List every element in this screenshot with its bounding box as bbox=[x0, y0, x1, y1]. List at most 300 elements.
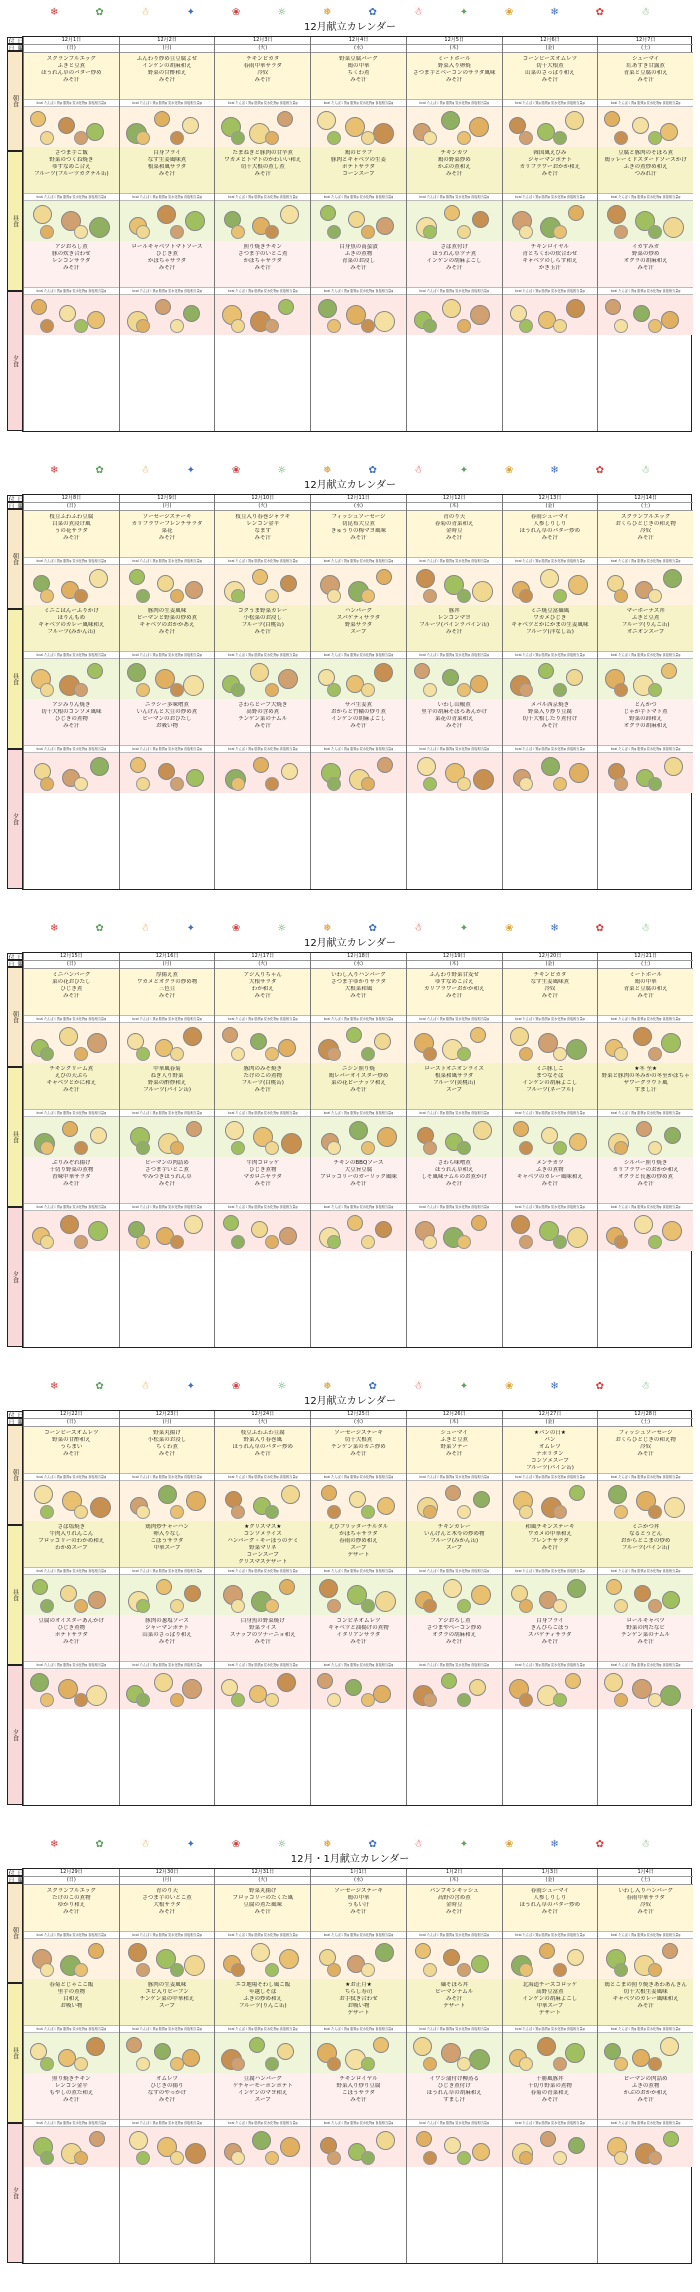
food-bowl bbox=[361, 683, 375, 697]
menu-item: みそ汁 bbox=[350, 535, 367, 541]
menu-item: インゲンの胡麻よごし bbox=[522, 1080, 578, 1086]
nutrition-info: kcal たんぱく質g 脂質g 炭水化物g 食塩相当量g bbox=[24, 745, 119, 753]
nutrition-info: kcal たんぱく質g 脂質g 炭水化物g 食塩相当量g bbox=[598, 1567, 693, 1575]
breakfast-menu bbox=[503, 511, 598, 557]
food-bowl bbox=[553, 1141, 567, 1155]
menu-item: さつま芋ご飯 bbox=[54, 150, 88, 156]
meal-photo bbox=[407, 753, 502, 793]
breakfast-menu bbox=[311, 1885, 406, 1931]
menu-item: ★クリスマス★ bbox=[244, 1524, 282, 1530]
food-bowl bbox=[327, 1505, 341, 1519]
menu-item: 山菜のさっぱり和え bbox=[142, 1632, 192, 1638]
food-plate bbox=[182, 2049, 200, 2067]
menu-item: オクラと長葱の炒め煮 bbox=[618, 1174, 674, 1180]
day-weekday: (日) bbox=[24, 45, 119, 53]
menu-item: スープ bbox=[254, 2097, 271, 2103]
food-plate bbox=[472, 211, 489, 228]
food-plate bbox=[156, 1579, 172, 1595]
breakfast-menu bbox=[120, 969, 215, 1015]
food-bowl bbox=[327, 1235, 341, 1249]
menu-item: 野菜丸揚げ bbox=[249, 1888, 277, 1894]
menu-item: 千切り野菜の煮物 bbox=[527, 2083, 572, 2089]
meal-photo bbox=[24, 565, 119, 605]
menu-item: 冷奴 bbox=[640, 1902, 652, 1908]
food-plate bbox=[537, 123, 555, 141]
menu-item: みそ汁 bbox=[63, 535, 80, 541]
food-bowl bbox=[170, 2057, 184, 2071]
menu-item: スープ bbox=[159, 2003, 176, 2009]
row-label-header: 日付 bbox=[7, 495, 23, 502]
menu-item: ナポリタン bbox=[536, 1451, 564, 1457]
menu-grid bbox=[7, 36, 692, 432]
nutrition-info: kcal たんぱく質g 脂質g 炭水化物g 食塩相当量g bbox=[215, 1109, 310, 1117]
menu-item: いんげんと大豆の炒め煮 bbox=[136, 709, 198, 715]
nutrition-info: kcal たんぱく質g 脂質g 炭水化物g 食塩相当量g bbox=[407, 557, 502, 565]
food-bowl bbox=[40, 589, 54, 603]
menu-item: みそ汁 bbox=[350, 1087, 367, 1093]
menu-item: ピーマンの肉詰め bbox=[623, 2076, 668, 2082]
menu-item: オクラの胡麻和え bbox=[623, 258, 668, 264]
food-bowl bbox=[648, 131, 662, 145]
menu-item: 切干大根生姜風味 bbox=[623, 1989, 668, 1995]
day-column bbox=[214, 37, 310, 431]
menu-item: 白身フライ bbox=[153, 150, 181, 156]
row-label-header: 日付 bbox=[7, 953, 23, 960]
day-column bbox=[214, 495, 310, 889]
food-bowl bbox=[231, 1047, 245, 1061]
menu-item: インゲンの胡麻よごし bbox=[426, 258, 482, 264]
food-plate bbox=[89, 569, 108, 588]
lunch-menu bbox=[503, 605, 598, 651]
food-plate bbox=[441, 111, 460, 130]
meal-photo bbox=[503, 1575, 598, 1615]
menu-item: 豚丼 bbox=[448, 608, 460, 614]
food-plate bbox=[185, 2143, 206, 2164]
day-column bbox=[214, 1869, 310, 2263]
menu-item: 鶏レバーオイスター炒め bbox=[328, 1073, 389, 1079]
breakfast-menu bbox=[24, 53, 119, 99]
food-plate bbox=[377, 1497, 395, 1515]
food-bowl bbox=[457, 2057, 471, 2071]
dinner-menu bbox=[215, 241, 310, 287]
menu-item: 豆腐ハンバーグ bbox=[243, 2076, 282, 2082]
day-column bbox=[119, 37, 215, 431]
menu-item: カリフラワーおかか和え bbox=[519, 164, 581, 170]
food-plate bbox=[225, 1121, 244, 1140]
menu-item: フルーツ(ネーブル) bbox=[526, 1087, 574, 1093]
menu-item: 大根サラダ bbox=[249, 979, 277, 985]
day-weekday: (火) bbox=[215, 503, 310, 511]
menu-item: ほうれん草のバター炒め bbox=[519, 528, 581, 534]
menu-item: インゲンの胡麻よごし bbox=[331, 716, 386, 722]
nutrition-info: kcal たんぱく質g 脂質g 炭水化物g 食塩相当量g bbox=[120, 1203, 215, 1211]
food-bowl bbox=[553, 225, 567, 239]
food-bowl bbox=[136, 683, 150, 697]
menu-item: みそ汁 bbox=[350, 1181, 367, 1187]
food-bowl bbox=[361, 1235, 375, 1249]
menu-item: チキンロイヤル bbox=[530, 244, 570, 250]
menu-item: イワシ蒲付け柳蒸る bbox=[429, 2076, 479, 2082]
nutrition-info: kcal たんぱく質g 脂質g 炭水化物g 食塩相当量g bbox=[24, 557, 119, 565]
day-column bbox=[119, 1411, 215, 1805]
lunch-menu bbox=[598, 1063, 693, 1109]
food-bowl bbox=[74, 225, 88, 239]
day-column bbox=[23, 495, 119, 889]
dinner-menu bbox=[598, 699, 693, 745]
decoration-icon: ❄ bbox=[50, 7, 59, 18]
meal-photo bbox=[598, 1481, 693, 1521]
food-bowl bbox=[361, 319, 375, 333]
meal-photo bbox=[24, 659, 119, 699]
nutrition-info: kcal たんぱく質g 脂質g 炭水化物g 食塩相当量g bbox=[215, 99, 310, 107]
menu-item: お手拭き合わせ bbox=[339, 1996, 378, 2002]
meal-photo bbox=[598, 2033, 693, 2073]
food-plate bbox=[277, 1673, 296, 1692]
breakfast-menu bbox=[598, 53, 693, 99]
food-bowl bbox=[170, 589, 184, 603]
day-date: 12月15日 bbox=[24, 953, 119, 961]
menu-item: 野菜の炒め bbox=[631, 251, 660, 257]
meal-photo bbox=[120, 1481, 215, 1521]
meal-photo bbox=[598, 565, 693, 605]
meal-photo bbox=[407, 1669, 502, 1709]
menu-item: たけのこの煮物 bbox=[52, 1895, 91, 1901]
meal-photo bbox=[503, 295, 598, 335]
meal-photo bbox=[598, 1023, 693, 1063]
menu-item: 青のり天 bbox=[156, 1888, 179, 1894]
nutrition-info: kcal たんぱく質g 脂質g 炭水化物g 食塩相当量g bbox=[503, 557, 598, 565]
day-column bbox=[502, 495, 598, 889]
meal-photo bbox=[24, 1939, 119, 1979]
food-plate bbox=[90, 1127, 107, 1144]
menu-item: スナップのツナーニョ和え bbox=[229, 1632, 296, 1638]
food-plate bbox=[321, 1485, 337, 1501]
food-plate bbox=[376, 217, 394, 235]
nutrition-info: kcal たんぱく質g 脂質g 炭水化物g 食塩相当量g bbox=[407, 651, 502, 659]
food-plate bbox=[470, 1027, 486, 1043]
menu-item: ふんわり野菜甘麦せ bbox=[429, 972, 479, 978]
food-bowl bbox=[231, 777, 245, 791]
nutrition-info: kcal たんぱく質g 脂質g 炭水化物g 食塩相当量g bbox=[311, 651, 406, 659]
menu-item: チキンカレー bbox=[437, 1524, 471, 1530]
menu-item: 白身魚の南蛮漬 bbox=[339, 244, 378, 250]
food-plate bbox=[442, 299, 461, 318]
food-plate bbox=[31, 299, 47, 315]
food-bowl bbox=[614, 777, 628, 791]
food-plate bbox=[664, 1127, 681, 1144]
food-bowl bbox=[457, 225, 471, 239]
nutrition-info: kcal たんぱく質g 脂質g 炭水化物g 食塩相当量g bbox=[598, 1109, 693, 1117]
nutrition-info: kcal たんぱく質g 脂質g 炭水化物g 食塩相当量g bbox=[503, 1661, 598, 1669]
food-bowl bbox=[265, 1235, 279, 1249]
food-bowl bbox=[265, 1599, 279, 1613]
day-date: 12月8日 bbox=[24, 495, 119, 503]
food-bowl bbox=[648, 2057, 662, 2071]
day-weekday: (火) bbox=[215, 961, 310, 969]
menu-item: みそ汁 bbox=[445, 1451, 463, 1457]
food-bowl bbox=[423, 2057, 437, 2071]
food-bowl bbox=[327, 1599, 341, 1613]
dinner-menu bbox=[311, 2073, 406, 2119]
day-weekday: (金) bbox=[503, 1877, 598, 1885]
row-label-dinner: 夕食 bbox=[7, 2123, 23, 2263]
menu-item: コンソメライス bbox=[243, 1531, 282, 1537]
dinner-menu bbox=[24, 241, 119, 287]
lunch-menu bbox=[120, 1979, 215, 2025]
nutrition-info: kcal たんぱく質g 脂質g 炭水化物g 食塩相当量g bbox=[215, 557, 310, 565]
food-plate bbox=[281, 1485, 300, 1504]
menu-item: メンチカツ bbox=[536, 1160, 564, 1166]
food-bowl bbox=[231, 589, 245, 603]
food-plate bbox=[538, 663, 554, 679]
menu-item: ふきの炒め和え bbox=[243, 1996, 283, 2002]
week-title: 12月献立カレンダー bbox=[303, 1396, 397, 1407]
food-bowl bbox=[170, 683, 184, 697]
meal-photo bbox=[311, 753, 406, 793]
food-plate bbox=[186, 769, 204, 787]
meal-photo bbox=[407, 1575, 502, 1615]
day-date: 1月4日 bbox=[598, 1869, 693, 1877]
meal-photo bbox=[24, 201, 119, 241]
menu-item: チキンカツ bbox=[440, 150, 468, 156]
food-plate bbox=[377, 1127, 397, 1147]
menu-item: 白身フライ bbox=[536, 1618, 564, 1624]
menu-item: アジ入りちゃん bbox=[243, 972, 282, 978]
menu-item: ほうれん草のバター炒め bbox=[519, 1902, 581, 1908]
menu-item: みそ汁 bbox=[254, 77, 272, 83]
food-plate bbox=[317, 111, 336, 130]
menu-item: レンコン金平 bbox=[246, 521, 280, 527]
menu-item: さば塩焼き bbox=[57, 1524, 86, 1530]
food-bowl bbox=[648, 1141, 662, 1155]
menu-item: 鶏とこまの照り焼きあわあんきん bbox=[604, 1982, 687, 1988]
food-bowl bbox=[265, 683, 279, 697]
menu-item: もやしの煮た和え bbox=[49, 2090, 94, 2096]
dinner-menu bbox=[407, 2073, 502, 2119]
menu-item: ローストオニオンライス bbox=[424, 1066, 484, 1072]
food-bowl bbox=[553, 1235, 567, 1249]
menu-item: みそ汁 bbox=[63, 265, 80, 271]
day-date: 12月16日 bbox=[120, 953, 215, 961]
nutrition-info: kcal たんぱく質g 脂質g 炭水化物g 食塩相当量g bbox=[503, 2119, 598, 2127]
menu-item: なすのやっかけ bbox=[147, 2090, 187, 2096]
food-plate bbox=[185, 581, 203, 599]
nutrition-info: kcal たんぱく質g 脂質g 炭水化物g 食塩相当量g bbox=[598, 2119, 693, 2127]
menu-item: ちらし寿司 bbox=[344, 1989, 373, 1995]
food-plate bbox=[280, 2137, 300, 2157]
day-column bbox=[214, 1411, 310, 1805]
lunch-menu bbox=[598, 147, 693, 193]
nutrition-info: kcal たんぱく質g 脂質g 炭水化物g 食塩相当量g bbox=[598, 557, 693, 565]
menu-item: みそ汁 bbox=[254, 723, 272, 729]
food-bowl bbox=[553, 1505, 567, 1519]
meal-photo bbox=[215, 1211, 310, 1251]
menu-item: エコ地場そわし風ご飯 bbox=[235, 1982, 291, 1988]
breakfast-menu bbox=[215, 1885, 310, 1931]
food-plate bbox=[633, 305, 650, 322]
food-bowl bbox=[265, 589, 279, 603]
nutrition-info: kcal たんぱく質g 脂質g 炭水化物g 食塩相当量g bbox=[311, 2025, 406, 2033]
decoration-icon: ☼ bbox=[277, 7, 287, 18]
menu-item: ほうれん草和え bbox=[434, 1167, 474, 1173]
food-plate bbox=[222, 1027, 238, 1043]
menu-item: ほうれん草の胡麻和え bbox=[426, 2090, 482, 2096]
food-bowl bbox=[457, 131, 471, 145]
meal-photo bbox=[407, 659, 502, 699]
menu-item: コーンビーズオムレツ bbox=[44, 1430, 99, 1436]
food-bowl bbox=[519, 131, 533, 145]
food-plate bbox=[569, 1485, 585, 1501]
menu-item: みそ汁 bbox=[350, 723, 367, 729]
menu-item: ★パンの日★ bbox=[533, 1430, 566, 1436]
row-label-lunch: 昼食 bbox=[7, 151, 23, 291]
food-bowl bbox=[457, 1141, 471, 1155]
menu-item: チンゲン菜のナムル bbox=[621, 1632, 670, 1638]
food-bowl bbox=[327, 2151, 341, 2165]
menu-item: スパゲティサラダ bbox=[336, 615, 381, 621]
meal-photo bbox=[215, 107, 310, 147]
breakfast-menu bbox=[598, 1885, 693, 1931]
menu-item: カリフラワーフレンチサラダ bbox=[131, 521, 203, 527]
menu-item: スープ bbox=[350, 629, 367, 635]
meal-photo bbox=[120, 2033, 215, 2073]
day-date: 12月21日 bbox=[598, 953, 693, 961]
menu-item: パンプキンキッシュ bbox=[429, 1888, 479, 1894]
food-bowl bbox=[519, 319, 533, 333]
day-weekday: (水) bbox=[311, 1877, 406, 1885]
menu-item: ニシン照り焼 bbox=[342, 1066, 375, 1072]
nutrition-info: kcal たんぱく質g 脂質g 炭水化物g 食塩相当量g bbox=[407, 1931, 502, 1939]
food-plate bbox=[277, 111, 293, 127]
food-bowl bbox=[423, 319, 437, 333]
nutrition-info: kcal たんぱく質g 脂質g 炭水化物g 食塩相当量g bbox=[407, 193, 502, 201]
day-date: 1月3日 bbox=[503, 1869, 598, 1877]
breakfast-menu bbox=[503, 969, 598, 1015]
nutrition-info: kcal たんぱく質g 脂質g 炭水化物g 食塩相当量g bbox=[503, 1203, 598, 1211]
menu-item: じゃが芋トマト煮 bbox=[623, 709, 668, 715]
menu-item: 切干大根煮 bbox=[344, 1437, 373, 1443]
menu-item: スープ bbox=[350, 1545, 367, 1551]
lunch-menu bbox=[311, 605, 406, 651]
menu-item: 小松菜のお浸し bbox=[147, 1437, 187, 1443]
lunch-menu bbox=[120, 1063, 215, 1109]
food-bowl bbox=[265, 2057, 279, 2071]
decoration-icon: ❅ bbox=[323, 1839, 332, 1850]
food-bowl bbox=[553, 131, 567, 145]
dinner-menu bbox=[503, 2073, 598, 2119]
decoration-icon: ☃ bbox=[641, 1381, 650, 1392]
menu-item: みそ汁 bbox=[541, 171, 559, 177]
nutrition-info: kcal たんぱく質g 脂質g 炭水化物g 食塩相当量g bbox=[120, 2025, 215, 2033]
menu-item: ふきの煮物 bbox=[631, 2083, 660, 2089]
nutrition-info: kcal たんぱく質g 脂質g 炭水化物g 食塩相当量g bbox=[503, 745, 598, 753]
menu-item: ブロッコリーのわかめ和え bbox=[38, 1538, 105, 1544]
meal-photo bbox=[120, 295, 215, 335]
food-bowl bbox=[74, 1505, 88, 1519]
breakfast-menu bbox=[598, 969, 693, 1015]
food-bowl bbox=[136, 225, 150, 239]
day-weekday: (火) bbox=[215, 45, 310, 53]
menu-item: ソーセージステーキ bbox=[142, 514, 192, 520]
decoration-icon: ☃ bbox=[413, 7, 423, 18]
decoration-icon: ✿ bbox=[95, 1839, 104, 1850]
menu-item: 菜の花ピーナッツ和え bbox=[331, 1080, 386, 1086]
decoration-icon: ❄ bbox=[550, 923, 559, 934]
day-date: 12月7日 bbox=[598, 37, 693, 45]
nutrition-info: kcal たんぱく質g 脂質g 炭水化物g 食塩相当量g bbox=[120, 1015, 215, 1023]
meal-photo bbox=[215, 201, 310, 241]
nutrition-info: kcal たんぱく質g 脂質g 炭水化物g 食塩相当量g bbox=[24, 193, 119, 201]
menu-item: みそ汁 bbox=[350, 265, 367, 271]
menu-item: 豚の炊き合わせ bbox=[52, 251, 91, 257]
menu-item: インゲンのマヨ和え bbox=[238, 2090, 288, 2096]
food-plate bbox=[607, 205, 626, 224]
dinner-menu bbox=[120, 241, 215, 287]
food-bowl bbox=[74, 1599, 88, 1613]
menu-item: みそ汁 bbox=[637, 1451, 654, 1457]
nutrition-info: kcal たんぱく質g 脂質g 炭水化物g 食塩相当量g bbox=[407, 2119, 502, 2127]
day-date: 12月13日 bbox=[503, 495, 598, 503]
food-bowl bbox=[136, 1963, 150, 1977]
nutrition-info: kcal たんぱく質g 脂質g 炭水化物g 食塩相当量g bbox=[407, 1661, 502, 1669]
meal-photo bbox=[120, 753, 215, 793]
nutrition-info: kcal たんぱく質g 脂質g 炭水化物g 食塩相当量g bbox=[215, 2025, 310, 2033]
nutrition-info: kcal たんぱく質g 脂質g 炭水化物g 食塩相当量g bbox=[407, 2025, 502, 2033]
menu-item: 千切り野菜の煮物 bbox=[49, 1167, 94, 1173]
menu-item: ねぎ人り野菜 bbox=[150, 1073, 184, 1079]
decoration-icon: ✿ bbox=[595, 7, 605, 18]
row-label-weekday: 曜日 bbox=[7, 960, 23, 967]
lunch-menu bbox=[311, 147, 406, 193]
food-bowl bbox=[457, 1235, 471, 1249]
meal-photo bbox=[311, 1575, 406, 1615]
row-label-lunch: 昼食 bbox=[7, 609, 23, 749]
decoration-icon: ❀ bbox=[505, 1839, 514, 1850]
menu-item: なす生姜風味煮 bbox=[530, 979, 570, 985]
menu-item: 春雨中華サラダ bbox=[626, 1895, 665, 1901]
food-bowl bbox=[553, 1599, 567, 1613]
meal-photo bbox=[407, 1023, 502, 1063]
row-label-breakfast: 朝食 bbox=[7, 1883, 23, 1983]
food-bowl bbox=[136, 589, 150, 603]
food-bowl bbox=[74, 589, 88, 603]
food-bowl bbox=[136, 1505, 150, 1519]
decoration-icon: ❅ bbox=[323, 7, 332, 18]
food-bowl bbox=[457, 319, 471, 333]
food-plate bbox=[565, 1673, 581, 1689]
menu-item: ふきと豆煮 bbox=[57, 63, 86, 69]
food-plate bbox=[443, 1579, 462, 1598]
food-bowl bbox=[519, 2057, 533, 2071]
day-weekday: (木) bbox=[407, 961, 502, 969]
lunch-menu bbox=[215, 147, 310, 193]
menu-item: ザワークラウト風 bbox=[623, 1080, 668, 1086]
decoration-icon: ❀ bbox=[231, 465, 241, 476]
food-bowl bbox=[327, 1963, 341, 1977]
food-bowl bbox=[361, 777, 375, 791]
nutrition-info: kcal たんぱく質g 脂質g 炭水化物g 食塩相当量g bbox=[120, 1931, 215, 1939]
food-bowl bbox=[170, 2151, 184, 2165]
breakfast-menu bbox=[503, 1885, 598, 1931]
food-bowl bbox=[327, 1693, 341, 1707]
decoration-icon: ✿ bbox=[95, 7, 104, 18]
food-bowl bbox=[265, 1505, 279, 1519]
nutrition-info: kcal たんぱく質g 脂質g 炭水化物g 食塩相当量g bbox=[24, 99, 119, 107]
menu-item: うの花サラダ bbox=[54, 528, 88, 534]
food-bowl bbox=[136, 131, 150, 145]
menu-item: スープ bbox=[446, 1545, 463, 1551]
menu-item: 紅あずき甘露煮 bbox=[626, 63, 665, 69]
